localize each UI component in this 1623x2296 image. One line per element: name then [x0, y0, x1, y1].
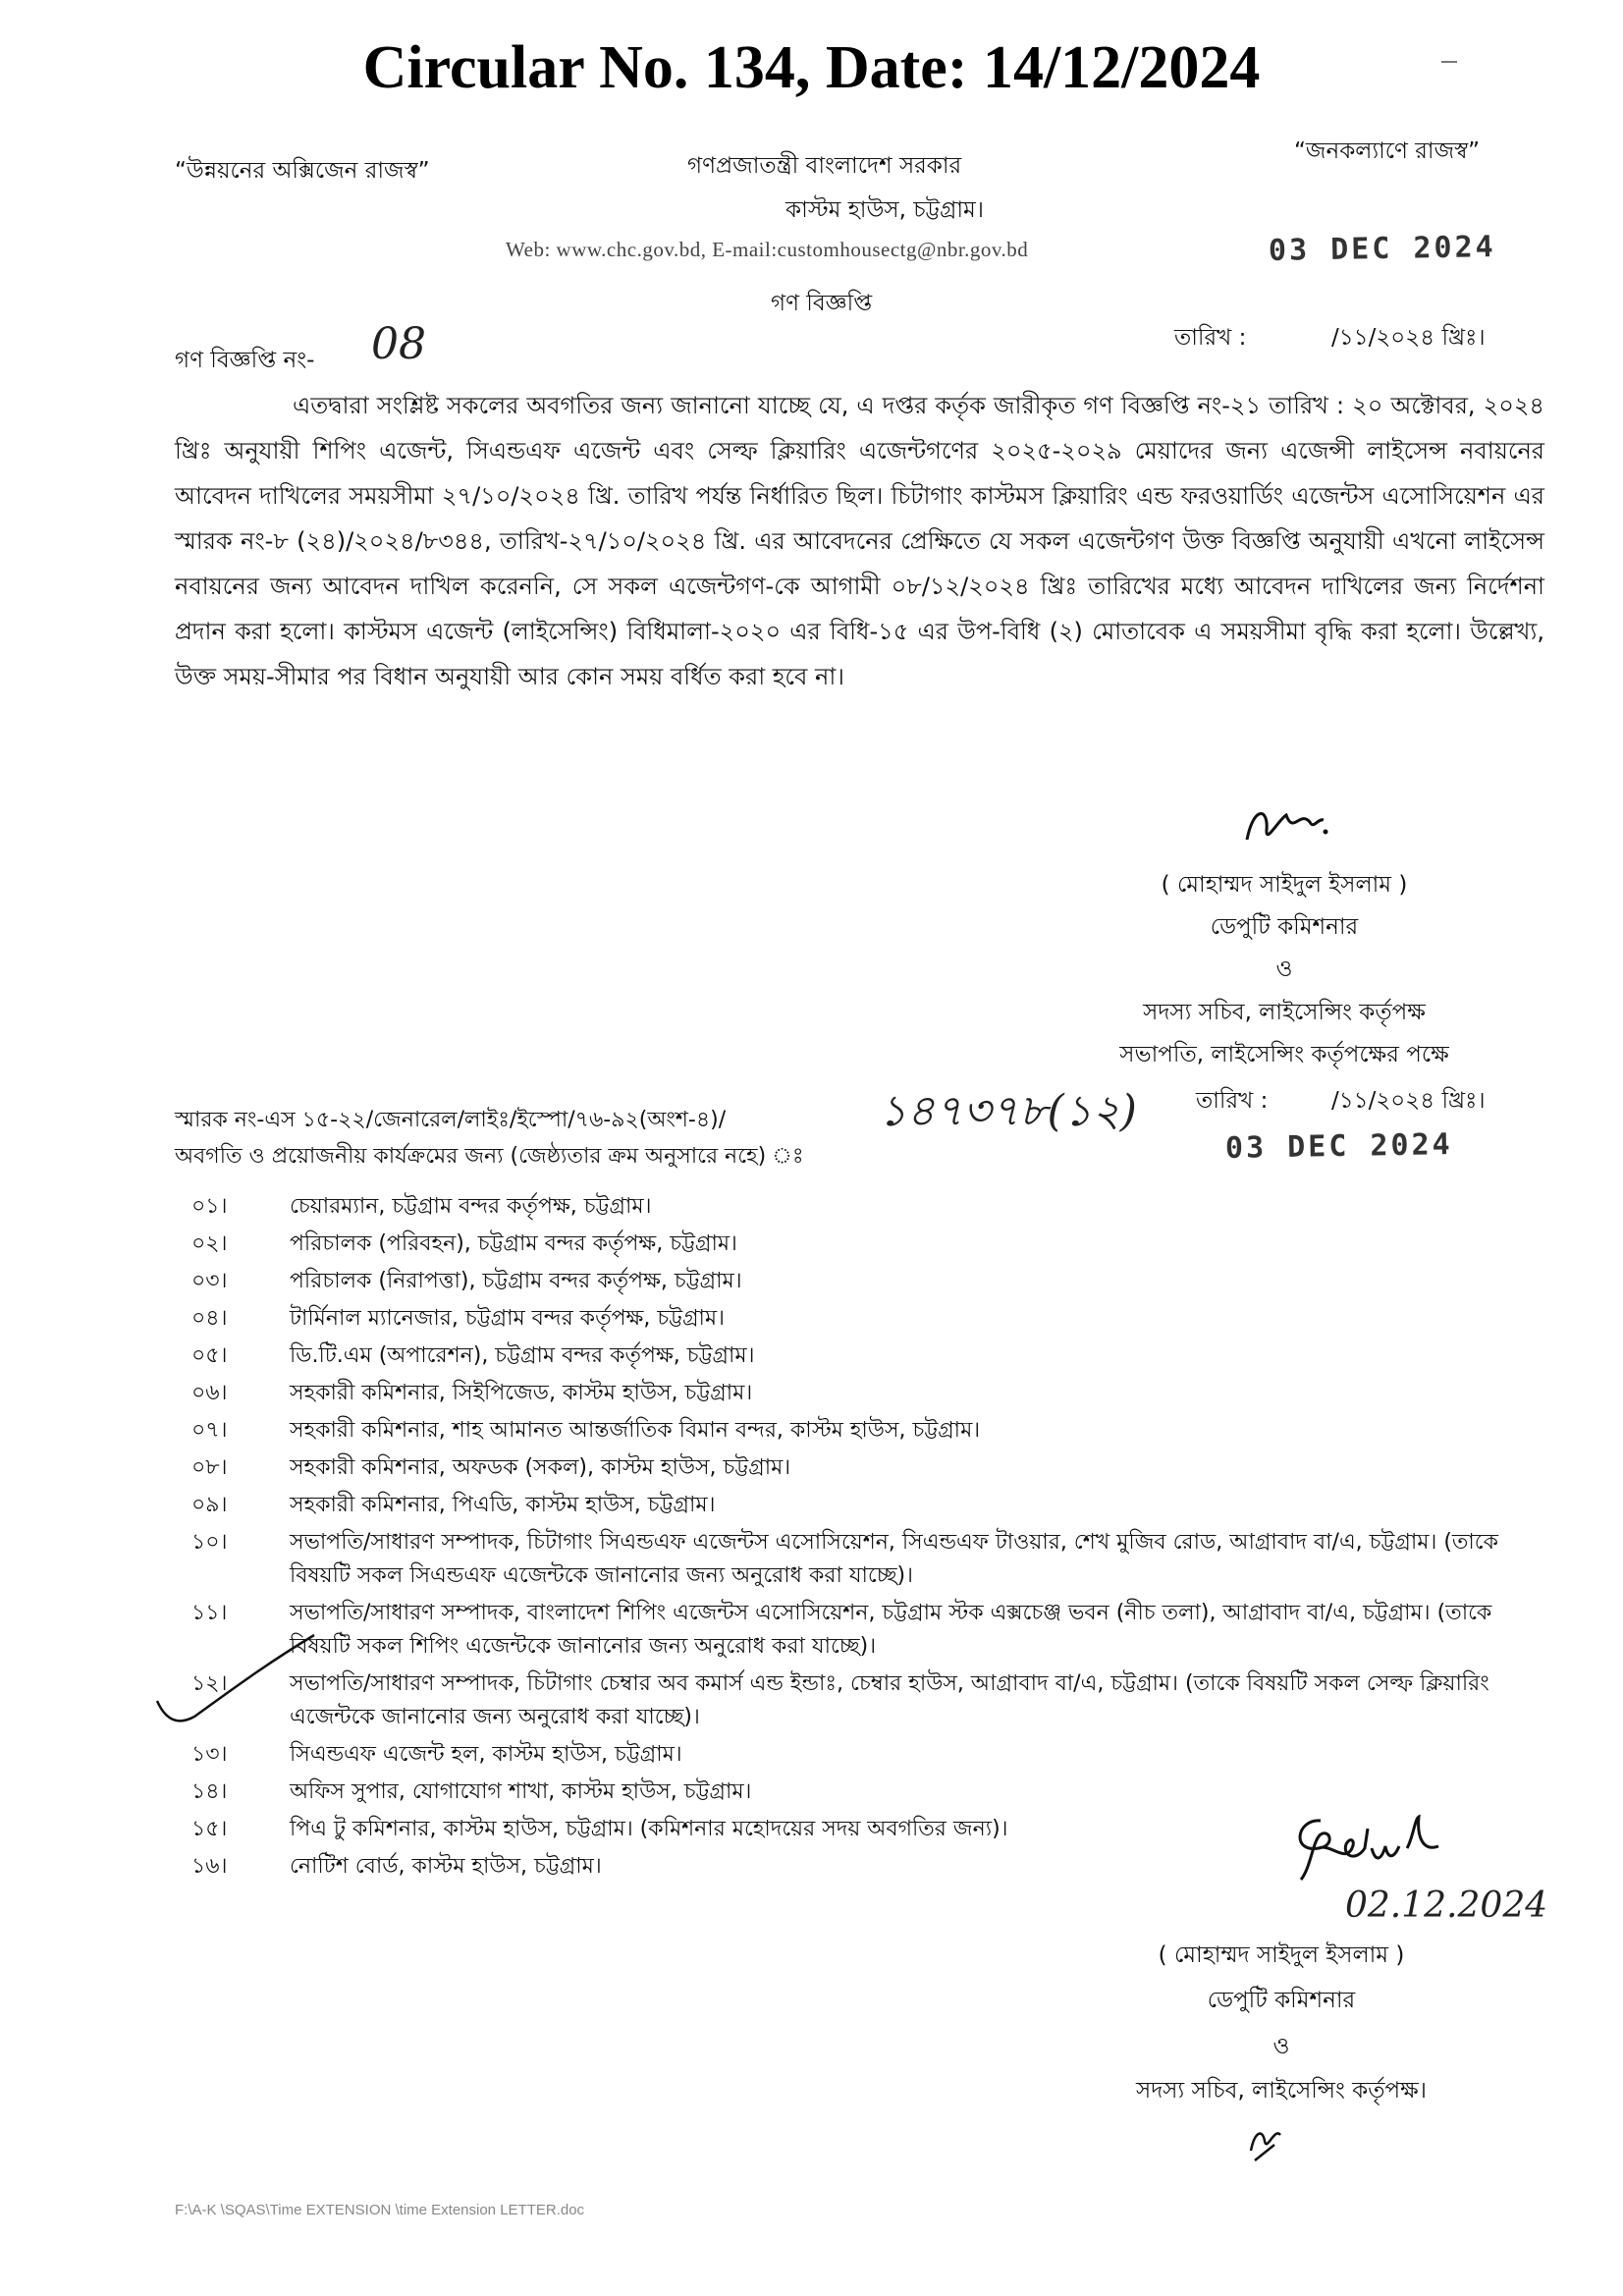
- distribution-item-text: সিএন্ডএফ এজেন্ট হল, কাস্টম হাউস, চট্টগ্রাম।: [290, 1742, 682, 1767]
- signatory-1-designation: ডেপুটি কমিশনার: [1210, 914, 1359, 940]
- signatory-1-role-2: সভাপতি, লাইসেন্সিং কর্তৃপক্ষের পক্ষে: [1119, 1042, 1449, 1067]
- distribution-item: [191, 1377, 1546, 1410]
- motto-left: “উন্নয়নের অক্সিজেন রাজস্ব”: [175, 158, 430, 184]
- distribution-item-text: সহকারী কমিশনার, সিইপিজেড, কাস্টম হাউস, চট্টগ্রাম।: [290, 1381, 753, 1405]
- distribution-item: [191, 1776, 1546, 1809]
- memo-date-label: তারিখ :: [1196, 1088, 1269, 1114]
- distribution-item-text: টার্মিনাল ম্যানেজার, চট্টগ্রাম বন্দর কর্তৃপক্ষ, চট্টগ্রাম।: [290, 1306, 726, 1331]
- distribution-item-text: সহকারী কমিশনার, শাহ আমানত আন্তর্জাতিক বিমান বন্দর, কাস্টম হাউস, চট্টগ্রাম।: [290, 1418, 981, 1443]
- signature-initial-2: [1245, 2121, 1294, 2165]
- signatory-2-name: ( মোহাম্মদ সাইদুল ইসলাম ): [1158, 1942, 1405, 1968]
- distribution-item-text: সভাপতি/সাধারণ সম্পাদক, চিটাগাং চেম্বার অব কমার্স এন্ড ইন্ডাঃ, চেম্বার হাউস, আগ্রাবাদ বা/এ, চট্টগ্রাম। (তাকে বিষয়টি সকল সেল্ফ ক্লিয়ারিং এজেন্টকে জানানোর জন্য অনুরোধ করা যাচ্ছে)।: [290, 1671, 1489, 1729]
- distribution-item-number: ১০।: [191, 1530, 228, 1555]
- distribution-item-text: সহকারী কমিশনার, অফডক (সকল), কাস্টম হাউস, চট্টগ্রাম।: [290, 1455, 791, 1480]
- distribution-item-number: ১৩।: [191, 1742, 228, 1767]
- signatory-1-role-1: সদস্য সচিব, লাইসেন্সিং কর্তৃপক্ষ: [1143, 1000, 1426, 1025]
- memo-reference: স্মারক নং-এস ১৫-২২/জেনারেল/লাইঃ/ইস্পো/৭৬-৯২(অংশ-৪)/: [175, 1108, 727, 1132]
- distribution-item: [191, 1190, 1546, 1224]
- distribution-item-text: নোটিশ বোর্ড, কাস্টম হাউস, চট্টগ্রাম।: [290, 1854, 602, 1879]
- distribution-item-text: পিএ টু কমিশনার, কাস্টম হাউস, চট্টগ্রাম। (কমিশনার মহোদয়ের সদয় অবগতির জন্য)।: [290, 1817, 1008, 1841]
- distribution-item: [191, 1489, 1546, 1522]
- notice-body-paragraph: এতদ্বারা সংশ্লিষ্ট সকলের অবগতির জন্য জানানো যাচ্ছে যে, এ দপ্তর কর্তৃক জারীকৃত গণ বিজ্ঞপ্তি নং-২১ তারিখ : ২০ অক্টোবর, ২০২৪ খ্রিঃ অনুযায়ী শিপিং এজেন্ট, সিএন্ডএফ এজেন্ট এবং সেল্ফ ক্লিয়ারিং এজেন্টগণের ২০২৫-২০২৯ মেয়াদের জন্য এজেন্সী লাইসেন্স নবায়নের আবেদন দাখিলের সময়সীমা ২৭/১০/২০২৪ খ্রি. তারিখ পর্যন্ত নির্ধারিত ছিল। চিটাগাং কাস্টমস ক্লিয়ারিং এন্ড ফরওয়ার্ডিং এজেন্টস এসোসিয়েশন এর স্মারক নং-৮ (২৪)/২০২৪/৮৩৪৪, তারিখ-২৭/১০/২০২৪ খ্রি. এর আবেদনের প্রেক্ষিতে যে সকল এজেন্টগণ উক্ত বিজ্ঞপ্তি অনুযায়ী এখনো লাইসেন্স নবায়নের জন্য আবেদন দাখিল করেননি, সে সকল এজেন্টগণ-কে আগামী ০৮/১২/২০২৪ খ্রিঃ তারিখের মধ্যে আবেদন দাখিলের জন্য নির্দেশনা প্রদান করা হলো। কাস্টমস এজেন্ট (লাইসেন্সিং) বিধিমালা-২০২০ এর বিধি-১৫ এর উপ-বিধি (২) মোতাবেক এ সময়সীমা বৃদ্ধি করা হলো। উল্লেখ্য, উক্ত সময়-সীমার পর বিধান অনুযায়ী আর কোন সময় বর্ধিত করা হবে না।: [175, 392, 1544, 690]
- distribution-item-number: ১৬।: [191, 1854, 228, 1879]
- memo-reference-handwritten: ১৪৭৩৭৮(১২): [879, 1086, 1137, 1136]
- distribution-item: [191, 1526, 1546, 1593]
- footer-file-path: F:\A-K \SQAS\Time EXTENSION \time Extension LETTER.doc: [175, 2202, 585, 2218]
- distribution-item-number: ১১।: [191, 1601, 228, 1625]
- distribution-item: [191, 1597, 1546, 1664]
- distribution-item-number: ০২।: [191, 1231, 228, 1256]
- signature-initial-1: [1239, 800, 1332, 859]
- received-date-stamp: 03 DEC 2024: [1268, 229, 1496, 269]
- distribution-item: [191, 1667, 1546, 1734]
- distribution-intro: অবগতি ও প্রয়োজনীয় কার্যক্রমের জন্য (জেষ্ঠ্যতার ক্রম অনুসারে নহে) ঃ: [175, 1144, 804, 1169]
- circular-title: Circular No. 134, Date: 14/12/2024: [362, 34, 1261, 101]
- distribution-item-number: ০৬।: [191, 1381, 228, 1405]
- memo-date-value: /১১/২০২৪ খ্রিঃ।: [1331, 1088, 1486, 1114]
- distribution-item-number: ০৮।: [191, 1455, 228, 1480]
- motto-right: “জনকল্যাণে রাজস্ব”: [1294, 138, 1481, 164]
- distribution-item-number: ১৪।: [191, 1779, 228, 1804]
- distribution-item: [191, 1302, 1546, 1336]
- distribution-item-text: চেয়ারম্যান, চট্টগ্রাম বন্দর কর্তৃপক্ষ, চট্টগ্রাম।: [290, 1194, 652, 1219]
- handwritten-tick-mark: [147, 1630, 324, 1738]
- distribution-item: [191, 1414, 1546, 1448]
- notice-number-label: গণ বিজ্ঞপ্তি নং-: [175, 348, 315, 373]
- distribution-item-text: অফিস সুপার, যোগাযোগ শাখা, কাস্টম হাউস, চট্টগ্রাম।: [290, 1779, 752, 1804]
- signature-2-date: 02.12.2024: [1345, 1886, 1548, 1926]
- signature-2: [1291, 1809, 1497, 1887]
- distribution-item-text: পরিচালক (পরিবহন), চট্টগ্রাম বন্দর কর্তৃপক্ষ, চট্টগ্রাম।: [290, 1231, 737, 1256]
- distribution-item-number: ০৩।: [191, 1269, 228, 1293]
- distribution-item: [191, 1451, 1546, 1485]
- distribution-item-number: ০১।: [191, 1194, 228, 1219]
- distribution-list: [191, 1190, 1546, 1887]
- distribution-item-number: ০৫।: [191, 1343, 228, 1368]
- distribution-item-text: ডি.টি.এম (অপারেশন), চট্টগ্রাম বন্দর কর্তৃপক্ষ, চট্টগ্রাম।: [290, 1343, 755, 1368]
- top-right-dash: [1441, 61, 1457, 63]
- distribution-item-number: ০৭।: [191, 1418, 228, 1443]
- distribution-item: [191, 1228, 1546, 1261]
- distribution-item-text: সভাপতি/সাধারণ সম্পাদক, চিটাগাং সিএন্ডএফ এজেন্টস এসোসিয়েশন, সিএন্ডএফ টাওয়ার, শেখ মুজিব রোড, আগ্রাবাদ বা/এ, চট্টগ্রাম। (তাকে বিষয়টি সকল সিএন্ডএফ এজেন্টকে জানানোর জন্য অনুরোধ করা যাচ্ছে)।: [290, 1530, 1499, 1588]
- web-email-line: Web: www.chc.gov.bd, E-mail:customhousectg@nbr.gov.bd: [506, 238, 1029, 261]
- distribution-item-number: ১৫।: [191, 1817, 228, 1841]
- notice-date-value: /১১/২০২৪ খ্রিঃ।: [1331, 325, 1486, 351]
- distribution-item-text: সভাপতি/সাধারণ সম্পাদক, বাংলাদেশ শিপিং এজেন্টস এসোসিয়েশন, চট্টগ্রাম স্টক এক্সচেঞ্জ ভবন (নীচ তলা), আগ্রাবাদ বা/এ, চট্টগ্রাম। (তাকে বিষয়টি সকল শিপিং এজেন্টকে জানানোর জন্য অনুরোধ করা যাচ্ছে)।: [290, 1601, 1492, 1659]
- distribution-item: [191, 1265, 1546, 1298]
- distribution-item: [191, 1339, 1546, 1373]
- notice-number-handwritten: 08: [371, 319, 426, 369]
- signatory-2-conjunction: ও: [1272, 2034, 1290, 2059]
- signatory-1-name: ( মোহাম্মদ সাইদুল ইসলাম ): [1161, 872, 1408, 898]
- distribution-item-number: ০৪।: [191, 1306, 228, 1331]
- signatory-2-designation: ডেপুটি কমিশনার: [1207, 1988, 1356, 2013]
- distribution-item-text: পরিচালক (নিরাপত্তা), চট্টগ্রাম বন্দর কর্তৃপক্ষ, চট্টগ্রাম।: [290, 1269, 742, 1293]
- notice-heading: গণ বিজ্ঞপ্তি: [771, 291, 873, 316]
- memo-date-stamp: 03 DEC 2024: [1224, 1126, 1453, 1167]
- distribution-item-text: সহকারী কমিশনার, পিএডি, কাস্টম হাউস, চট্টগ্রাম।: [290, 1493, 716, 1517]
- government-name: গণপ্রজাতন্ত্রী বাংলাদেশ সরকার: [687, 153, 962, 179]
- signatory-2-role-1: সদস্য সচিব, লাইসেন্সিং কর্তৃপক্ষ।: [1136, 2078, 1427, 2104]
- distribution-item-number: ০৯।: [191, 1493, 228, 1517]
- signatory-1-conjunction: ও: [1275, 957, 1293, 982]
- office-name: কাস্টম হাউস, চট্টগ্রাম।: [785, 197, 985, 223]
- distribution-item-number: ১২।: [191, 1671, 228, 1696]
- distribution-item: [191, 1738, 1546, 1772]
- notice-date-label: তারিখ :: [1174, 325, 1247, 351]
